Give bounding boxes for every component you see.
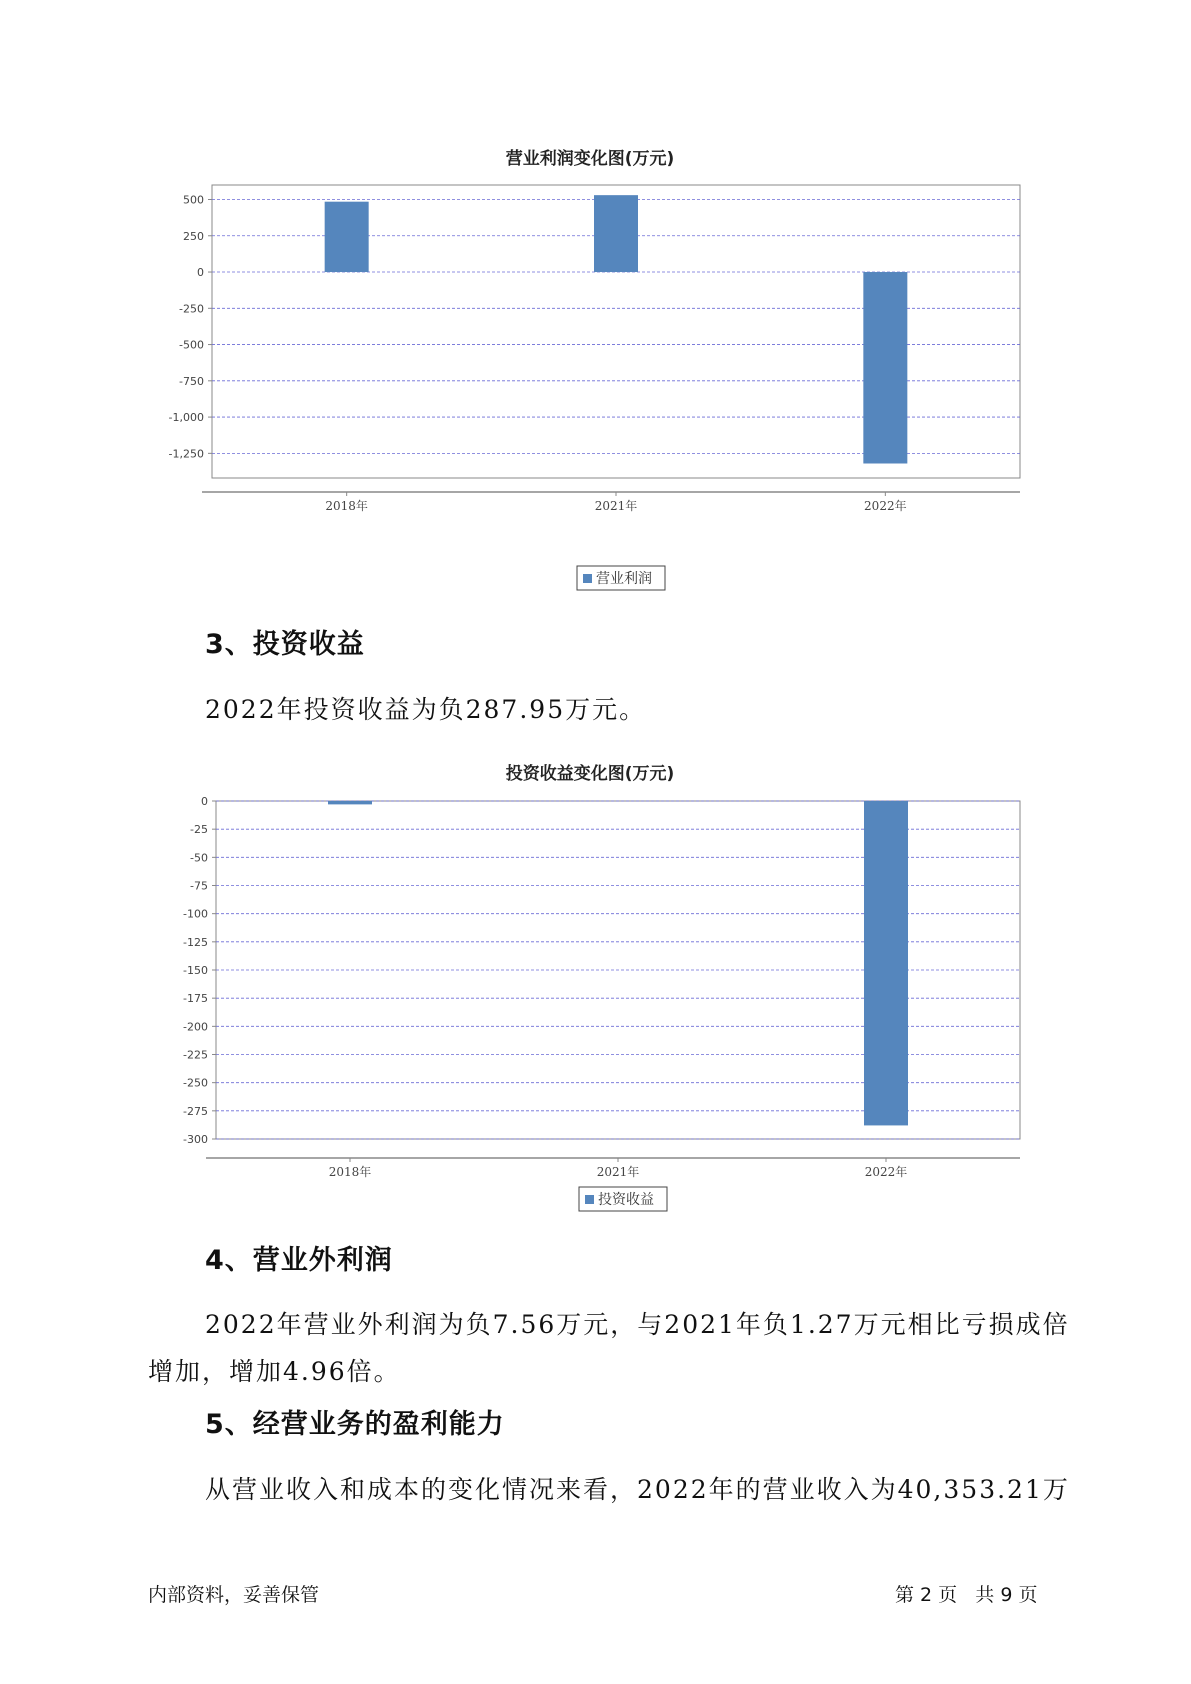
section-5-text-line1: 从营业收入和成本的变化情况来看，2022年的营业收入为40,353.21万 [205, 1475, 1070, 1504]
y-tick-label: 0 [201, 795, 208, 808]
y-tick-label: 0 [197, 266, 204, 280]
y-tick-label: -200 [183, 1020, 208, 1034]
x-tick-label: 2021年 [594, 499, 638, 513]
investment-income-chart [160, 755, 1020, 1208]
section-4-text-line1: 2022年营业外利润为负7.56万元，与2021年负1.27万元相比亏损成倍 [205, 1310, 1070, 1339]
bar-2022年 [863, 272, 907, 463]
investment-income-chart-plot [160, 755, 1020, 1208]
y-tick-label: 250 [183, 229, 204, 243]
legend-swatch [585, 1195, 594, 1204]
legend-swatch [583, 574, 592, 583]
legend-label: 营业利润 [596, 571, 652, 587]
y-tick-label: -50 [190, 851, 208, 865]
x-tick-label: 2021年 [596, 1165, 640, 1179]
bar-2018年 [328, 801, 372, 804]
x-tick-label: 2022年 [864, 499, 907, 513]
section-4-text-line2: 增加，增加4.96倍。 [148, 1357, 401, 1386]
y-tick-label: -150 [183, 964, 208, 977]
y-tick-label: -100 [183, 907, 208, 921]
section-3-heading: 3、投资收益 [205, 629, 365, 660]
section-5-heading: 5、经营业务的盈利能力 [205, 1409, 505, 1440]
section-3-text: 2022年投资收益为负287.95万元。 [205, 695, 647, 724]
y-tick-label: -75 [190, 879, 208, 893]
chart-title: 营业利润变化图(万元) [505, 149, 675, 169]
y-tick-label: 500 [183, 193, 204, 207]
y-tick-label: -25 [190, 823, 208, 837]
y-tick-label: -1,000 [168, 411, 204, 425]
bar-2022年 [864, 801, 908, 1125]
x-tick-label: 2022年 [864, 1165, 908, 1179]
y-tick-label: -250 [183, 1076, 208, 1090]
chart-title: 投资收益变化图(万元) [505, 764, 675, 784]
y-tick-label: -750 [179, 374, 204, 388]
x-tick-label: 2018年 [325, 499, 368, 513]
y-tick-label: -250 [179, 302, 204, 316]
footer-page-number: 第 2 页 共 9 页 [895, 1584, 1038, 1606]
operating-profit-chart-plot [160, 140, 1020, 590]
y-tick-label: -175 [183, 992, 208, 1006]
footer-confidential: 内部资料，妥善保管 [148, 1584, 320, 1606]
y-tick-label: -500 [179, 338, 204, 352]
y-tick-label: -300 [183, 1133, 208, 1146]
x-tick-label: 2018年 [328, 1165, 372, 1179]
section-4-heading: 4、营业外利润 [205, 1245, 393, 1276]
operating-profit-chart [160, 140, 1020, 590]
y-tick-label: -1,250 [168, 447, 204, 461]
bar-2021年 [594, 195, 638, 272]
y-tick-label: -225 [183, 1048, 208, 1062]
y-tick-label: -275 [183, 1104, 208, 1118]
y-tick-label: -125 [183, 935, 208, 949]
legend-label: 投资收益 [598, 1192, 654, 1208]
bar-2018年 [325, 202, 369, 272]
